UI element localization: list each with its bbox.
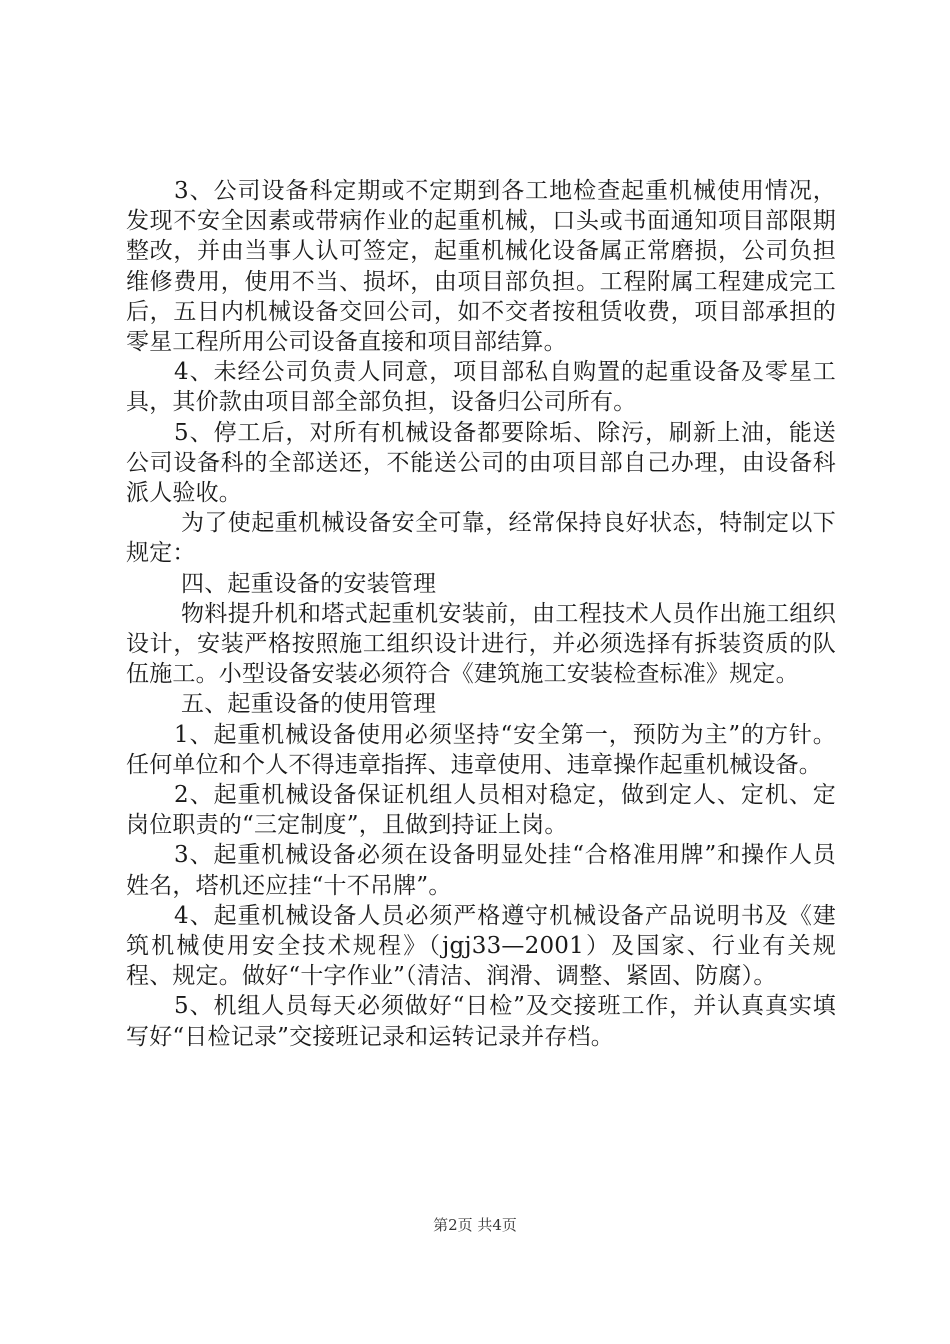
paragraph-daily-check: 5、机组人员每天必须做好“日检”及交接班工作，并认真真实填写好“日检记录”交接班记录和运转记录并存档。 bbox=[126, 993, 836, 1050]
section-heading-installation: 四、起重设备的安装管理 bbox=[181, 570, 437, 597]
paragraph-crew-stability: 2、起重机械设备保证机组人员相对稳定，做到定人、定机、定岗位职责的“三定制度”，且做到持证上岗。 bbox=[126, 782, 836, 839]
paragraph-equipment-inspection: 3、公司设备科定期或不定期到各工地检查起重机械使用情况，发现不安全因素或带病作业的起重机械，口头或书面通知项目部限期整改，并由当事人认可签定，起重机械化设备属正常磨损，公司负担维修费用，使用不当、损坏，由项目部负担。工程附属工程建成完工后，五日内机械设备交回公司，如不交者按租赁收费，项目部承担的零星工程所用公司设备直接和项目部结算。 bbox=[126, 178, 836, 356]
paragraph-regulations-compliance: 4、起重机械设备人员必须严格遵守机械设备产品说明书及《建筑机械使用安全技术规程》（jgj33—2001）及国家、行业有关规程、规定。做好“十字作业”（清洁、润滑、调整、紧固、防腐）。 bbox=[126, 902, 836, 990]
paragraph-usage-principle: 1、起重机械设备使用必须坚持“安全第一，预防为主”的方针。任何单位和个人不得违章指挥、违章使用、违章操作起重机械设备。 bbox=[126, 721, 836, 778]
page-footer: 第2页 共4页 bbox=[433, 1216, 517, 1234]
document-body bbox=[126, 176, 836, 1052]
section-heading-usage: 五、起重设备的使用管理 bbox=[181, 691, 437, 718]
paragraph-private-purchase: 4、未经公司负责人同意，项目部私自购置的起重设备及零星工具，其价款由项目部全部负担，设备归公司所有。 bbox=[126, 359, 836, 416]
paragraph-installation: 物料提升机和塔式起重机安装前，由工程技术人员作出施工组织设计，安装严格按照施工组织设计进行，并必须选择有拆装资质的队伍施工。小型设备安装必须符合《建筑施工安装检查标准》规定。 bbox=[126, 600, 836, 688]
paragraph-regulation-intro: 为了使起重机械设备安全可靠，经常保持良好状态，特制定以下规定： bbox=[126, 510, 836, 567]
paragraph-shutdown-maintenance: 5、停工后，对所有机械设备都要除垢、除污，刷新上油，能送公司设备科的全部送还，不能送公司的由项目部自己办理，由设备科派人验收。 bbox=[126, 419, 836, 507]
paragraph-signage: 3、起重机械设备必须在设备明显处挂“合格准用牌”和操作人员姓名，塔机还应挂“十不吊牌”。 bbox=[126, 842, 836, 899]
